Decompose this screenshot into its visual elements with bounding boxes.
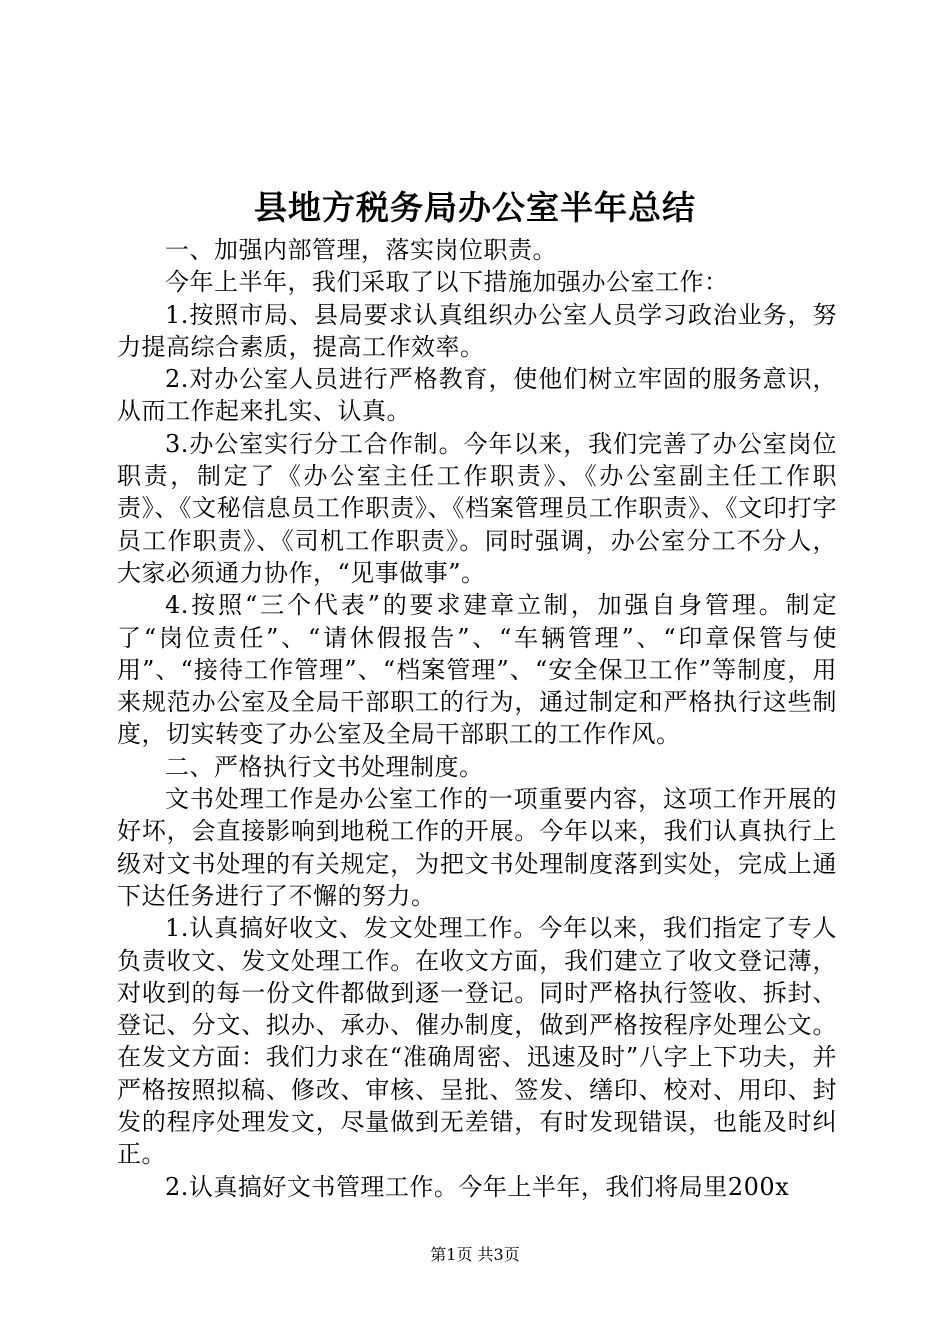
- paragraph: 2.认真搞好文书管理工作。今年上半年，我们将局里200x: [165, 1172, 790, 1201]
- paragraph: 今年上半年，我们采取了以下措施加强办公室工作：: [165, 268, 729, 297]
- section-heading: 二、严格执行文书处理制度。: [165, 752, 484, 781]
- page-number-footer: 第1页 共3页: [430, 1245, 520, 1264]
- document-title: 县地方税务局办公室半年总结: [254, 188, 696, 227]
- paragraph: 1.按照市局、县局要求认真组织办公室人员学习政治业务，努力提高综合素质，提高工作效率。: [117, 300, 837, 361]
- paragraph: 4.按照“三个代表”的要求建章立制，加强自身管理。制定了“岗位责任”、“请休假报告”、“车辆管理”、“印章保管与使用”、“接待工作管理”、“档案管理”、“安全保卫工作”等制度，用来规范办公室及全局干部职工的行为，通过制定和严格执行这些制度，切实转变了办公室及全局干部职工的工作作风。: [117, 591, 837, 749]
- paragraph: 3.办公室实行分工合作制。今年以来，我们完善了办公室岗位职责，制定了《办公室主任工作职责》、《办公室副主任工作职责》、《文秘信息员工作职责》、《档案管理员工作职责》、《文印打字员工作职责》、《司机工作职责》。同时强调，办公室分工不分人，大家必须通力协作，“见事做事”。: [117, 429, 837, 587]
- document-body: [117, 234, 837, 1203]
- section-heading: 一、加强内部管理，落实岗位职责。: [165, 236, 557, 264]
- paragraph: 2.对办公室人员进行严格教育，使他们树立牢固的服务意识，从而工作起来扎实、认真。: [117, 365, 837, 426]
- paragraph: 1.认真搞好收文、发文处理工作。今年以来，我们指定了专人负责收文、发文处理工作。在收文方面，我们建立了收文登记薄，对收到的每一份文件都做到逐一登记。同时严格执行签收、拆封、登记、分文、拟办、承办、催办制度，做到严格按程序处理公文。在发文方面：我们力求在“准确周密、迅速及时”八字上下功夫，并严格按照拟稿、修改、审核、呈批、签发、缮印、校对、用印、封发的程序处理发文，尽量做到无差错，有时发现错误，也能及时纠正。: [117, 914, 837, 1169]
- paragraph: 文书处理工作是办公室工作的一项重要内容，这项工作开展的好坏，会直接影响到地税工作的开展。今年以来，我们认真执行上级对文书处理的有关规定，为把文书处理制度落到实处，完成上通下达任务进行了不懈的努力。: [117, 785, 837, 910]
